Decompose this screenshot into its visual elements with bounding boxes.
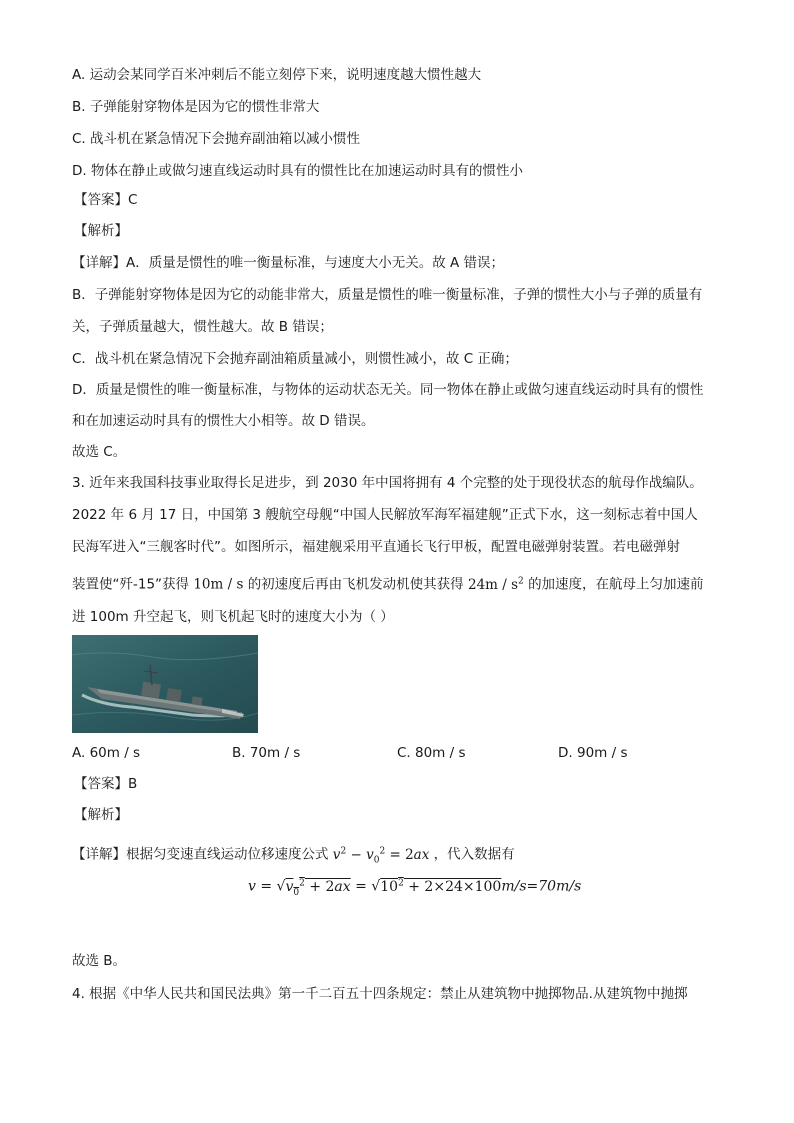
q3-detail-line: [72, 842, 515, 869]
q4-stem-line-1: 4. 根据《中华人民共和国民法典》第一千二百五十四条规定：禁止从建筑物中抛掷物品.从建筑物中抛掷: [72, 986, 688, 1002]
q3-stem-line-4: [72, 572, 704, 594]
initial-velocity: 10m / s: [193, 576, 244, 593]
q3-detail-text-b: ，代入数据有: [433, 846, 515, 863]
q3-stem-line-2: 2022 年 6 月 17 日，中国第 3 艘航空母舰“中国人民解放军海军福建舰”正式下水，这一刻标志着中国人: [72, 507, 698, 523]
q2-detail-line-4: C．战斗机在紧急情况下会抛弃副油箱质量减小，则惯性减小，故 C 正确；: [72, 351, 518, 367]
q3-option-d: D. 90m / s: [558, 745, 628, 761]
q3-stem-text-b: 的初速度后再由飞机发动机使其获得: [247, 576, 464, 593]
q2-detail-line-1: 【详解】A．质量是惯性的唯一衡量标准，与速度大小无关。故 A 错误；: [72, 255, 505, 271]
q2-option-d: D. 物体在静止或做匀速直线运动时具有的惯性比在加速运动时具有的惯性小: [72, 163, 523, 179]
q3-stem-text-a: 装置使“歼-15”获得: [72, 576, 190, 593]
aircraft-carrier-photo: [72, 635, 258, 733]
q3-conclusion: 故选 B。: [72, 953, 127, 969]
q2-detail-line-6: 和在加速运动时具有的惯性大小相等。故 D 错误。: [72, 413, 375, 429]
velocity-displacement-formula: $v^2 - v_0^2 = 2ax$: [332, 846, 430, 866]
q3-option-b: B. 70m / s: [232, 745, 301, 761]
q3-analysis-label: 【解析】: [74, 807, 128, 823]
calculation-formula: $v = √v_0^2 + 2ax = √10^2 + 2\times 24\times 100m/s=70m/s$: [248, 878, 582, 898]
q3-detail-text-a: 【详解】根据匀变速直线运动位移速度公式: [72, 846, 329, 863]
q3-stem-line-3: 民海军进入“三舰客时代”。如图所示，福建舰采用平直通长飞行甲板，配置电磁弹射装置。若电磁弹射: [72, 539, 680, 555]
q3-stem-text-c: 的加速度，在航母上匀加速前: [528, 576, 704, 593]
q3-stem-line-5: 进 100m 升空起飞，则飞机起飞时的速度大小为（ ）: [72, 609, 394, 625]
acceleration-value: $24m / s^2$: [467, 576, 524, 593]
calculation-result: =70m/s: [526, 878, 582, 895]
q2-conclusion: 故选 C。: [72, 444, 127, 460]
q3-answer: 【答案】B: [74, 776, 138, 792]
q2-detail-line-2: B．子弹能射穿物体是因为它的动能非常大，质量是惯性的唯一衡量标准，子弹的惯性大小与子弹的质量有: [72, 287, 703, 303]
q2-analysis-label: 【解析】: [74, 223, 128, 239]
q2-answer: 【答案】C: [74, 192, 138, 208]
q2-detail-line-3: 关，子弹质量越大，惯性越大。故 B 错误；: [72, 319, 333, 335]
q2-option-c: C. 战斗机在紧急情况下会抛弃副油箱以减小惯性: [72, 131, 361, 147]
q2-option-b: B. 子弹能射穿物体是因为它的惯性非常大: [72, 99, 320, 115]
q3-stem-line-1: 3. 近年来我国科技事业取得长足进步，到 2030 年中国将拥有 4 个完整的处于现役状态的航母作战编队。: [72, 475, 703, 491]
q3-option-c: C. 80m / s: [397, 745, 466, 761]
q2-detail-line-5: D．质量是惯性的唯一衡量标准，与物体的运动状态无关。同一物体在静止或做匀速直线运动时具有的惯性: [72, 382, 704, 398]
q2-option-a: A. 运动会某同学百米冲刺后不能立刻停下来，说明速度越大惯性越大: [72, 67, 482, 83]
q3-option-a: A. 60m / s: [72, 745, 141, 761]
